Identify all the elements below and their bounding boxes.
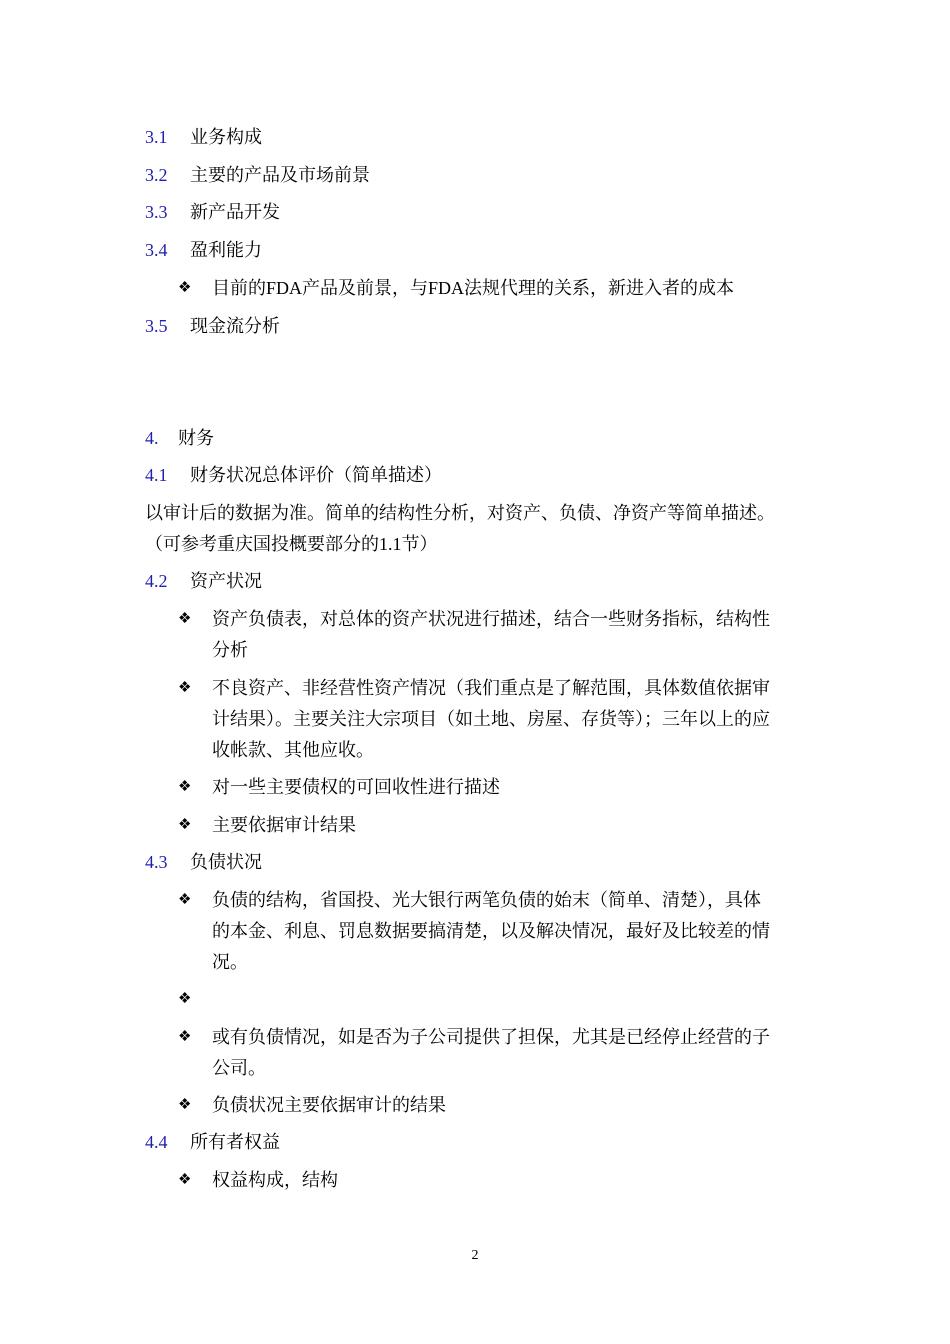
bullet-text: 负债的结构，省国投、光大银行两笔负债的始末（简单、清楚），具体 — [212, 890, 761, 910]
section-number: 3.3 — [145, 202, 168, 222]
bullet-text: 或有负债情况，如是否为子公司提供了担保，尤其是已经停止经营的子 — [212, 1027, 770, 1047]
section-number: 4.4 — [145, 1132, 168, 1152]
section-number: 3.4 — [145, 240, 168, 260]
diamond-bullet-icon: ❖ — [178, 1172, 192, 1188]
section-number: 3.2 — [145, 165, 168, 185]
section-number: 4. — [145, 428, 159, 448]
paragraph-text: 以审计后的数据为准。简单的结构性分析，对资产、负债、净资产等简单描述。 — [145, 503, 775, 523]
bullet-text: 负债状况主要依据审计的结果 — [212, 1095, 446, 1115]
section-number: 3.5 — [145, 316, 168, 336]
section-title: 负债状况 — [190, 852, 262, 872]
diamond-bullet-icon: ❖ — [178, 680, 192, 696]
section-title: 财务状况总体评价（简单描述） — [190, 465, 442, 485]
diamond-bullet-icon: ❖ — [178, 1097, 192, 1113]
section-title: 主要的产品及市场前景 — [190, 165, 370, 185]
section-title: 现金流分析 — [190, 316, 280, 336]
diamond-bullet-icon: ❖ — [178, 611, 192, 627]
section-title: 业务构成 — [190, 127, 262, 147]
bullet-text: 目前的FDA产品及前景，与FDA法规代理的关系，新进入者的成本 — [212, 278, 735, 298]
bullet-text: 计结果）。主要关注大宗项目（如土地、房屋、存货等）；三年以上的应 — [212, 709, 770, 729]
section-title: 所有者权益 — [190, 1132, 280, 1152]
diamond-bullet-icon: ❖ — [178, 1029, 192, 1045]
bullet-text: 主要依据审计结果 — [212, 815, 356, 835]
section-title: 财务 — [178, 428, 214, 448]
section-number: 4.3 — [145, 852, 168, 872]
section-title: 资产状况 — [190, 571, 262, 591]
bullet-text: 的本金、利息、罚息数据要搞清楚，以及解决情况，最好及比较差的情 — [212, 921, 770, 941]
diamond-bullet-icon: ❖ — [178, 817, 192, 833]
section-number: 4.2 — [145, 571, 168, 591]
paragraph-text: （可参考重庆国投概要部分的1.1节） — [145, 534, 438, 554]
section-number: 3.1 — [145, 127, 168, 147]
diamond-bullet-icon: ❖ — [178, 991, 192, 1007]
bullet-text: 况。 — [212, 952, 248, 972]
section-title: 盈利能力 — [190, 240, 262, 260]
diamond-bullet-icon: ❖ — [178, 892, 192, 908]
bullet-text: 分析 — [212, 640, 248, 660]
section-title: 新产品开发 — [190, 202, 280, 222]
bullet-text: 权益构成，结构 — [212, 1170, 338, 1190]
bullet-text: 资产负债表，对总体的资产状况进行描述，结合一些财务指标，结构性 — [212, 609, 770, 629]
section-number: 4.1 — [145, 465, 168, 485]
diamond-bullet-icon: ❖ — [178, 280, 192, 296]
bullet-text: 不良资产、非经营性资产情况（我们重点是了解范围，具体数值依据审 — [212, 678, 770, 698]
bullet-text: 收帐款、其他应收。 — [212, 740, 374, 760]
diamond-bullet-icon: ❖ — [178, 779, 192, 795]
page-number: 2 — [471, 1248, 479, 1263]
bullet-text: 公司。 — [212, 1058, 266, 1078]
bullet-text: 对一些主要债权的可回收性进行描述 — [212, 777, 500, 797]
